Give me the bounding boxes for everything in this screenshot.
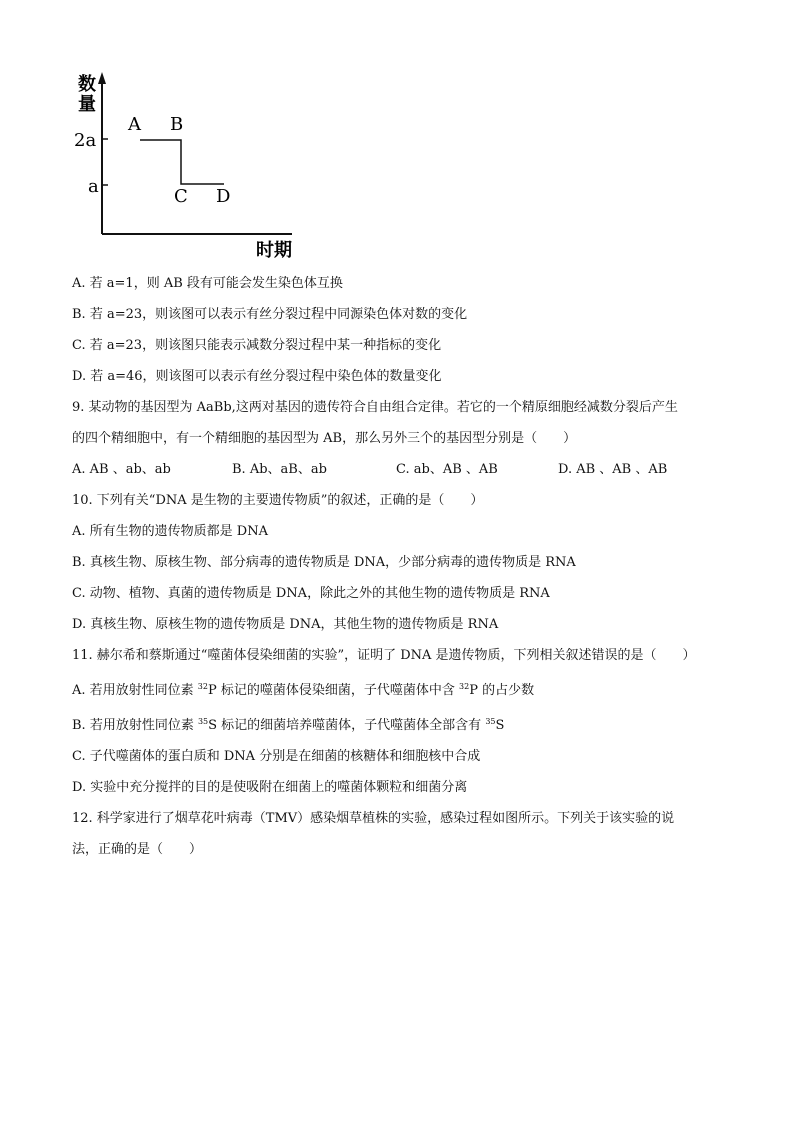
q11-option-a-text: A. 若用放射性同位素 — [72, 683, 198, 698]
y-label-line1: 数 — [78, 74, 96, 95]
q11-option-d: D. 实验中充分搅拌的目的是使吸附在细菌上的噬菌体颗粒和细菌分离 — [72, 780, 468, 795]
q9-option-c: C. ab、AB 、AB — [396, 462, 498, 477]
q9-stem-line2: 的四个精细胞中，有一个精细胞的基因型为 AB，那么另外三个的基因型分别是（ ） — [72, 431, 577, 446]
y-tick-low-label: a — [88, 176, 99, 197]
q9-options — [72, 460, 722, 480]
q11-option-b — [72, 712, 722, 736]
q12-stem-line1: 12. 科学家进行了烟草花叶病毒（TMV）感染烟草植株的实验，感染过程如图所示。下列关于该实验的说 — [72, 811, 675, 826]
q9-option-b: B. Ab、aB、ab — [232, 462, 327, 477]
y-axis-arrow-icon — [98, 72, 106, 84]
q9-option-d: D. AB 、AB 、AB — [558, 462, 668, 477]
q10-option-b: B. 真核生物、原核生物、部分病毒的遗传物质是 DNA，少部分病毒的遗传物质是 RNA — [72, 555, 576, 570]
q9-stem-line1: 9. 某动物的基因型为 AaBb,这两对基因的遗传符合自由组合定律。若它的一个精原细胞经减数分裂后产生 — [72, 400, 678, 415]
point-b-label: B — [170, 114, 184, 135]
point-d-label: D — [216, 186, 231, 207]
point-c-label: C — [174, 186, 188, 207]
q8-option-b: B. 若 a=23，则该图可以表示有丝分裂过程中同源染色体对数的变化 — [72, 307, 468, 322]
q11-option-b-text: B. 若用放射性同位素 — [72, 718, 198, 733]
q10-option-d: D. 真核生物、原核生物的遗传物质是 DNA，其他生物的遗传物质是 RNA — [72, 617, 499, 632]
q10-stem: 10. 下列有关“DNA 是生物的主要遗传物质”的叙述，正确的是（ ） — [72, 493, 484, 508]
q11-option-a — [72, 677, 722, 701]
q12-stem-line2: 法，正确的是（ ） — [72, 842, 203, 857]
step-curve — [140, 140, 224, 184]
y-label-line2: 量 — [78, 94, 96, 115]
graph-svg — [60, 68, 320, 268]
q8-option-c: C. 若 a=23，则该图只能表示减数分裂过程中某一种指标的变化 — [72, 338, 442, 353]
q11-option-b-text: S 标记的细菌培养噬菌体，子代噬菌体全部含有 — [208, 718, 486, 733]
q9-option-a: A. AB 、ab、ab — [72, 462, 171, 477]
q11-stem: 11. 赫尔希和蔡斯通过“噬菌体侵染细菌的实验”，证明了 DNA 是遗传物质，下列相关叙述错误的是（ ） — [72, 648, 696, 663]
quantity-period-graph — [60, 68, 320, 268]
question-content — [72, 274, 722, 871]
q11-option-b-text: S — [495, 718, 505, 733]
q8-option-a: A. 若 a=1，则 AB 段有可能会发生染色体互换 — [72, 276, 343, 291]
isotope-superscript: 35 — [485, 717, 496, 726]
y-tick-high-label: 2a — [74, 130, 97, 151]
point-a-label: A — [128, 114, 141, 135]
x-label: 时期 — [256, 240, 292, 261]
q10-option-c: C. 动物、植物、真菌的遗传物质是 DNA，除此之外的其他生物的遗传物质是 RNA — [72, 586, 550, 601]
q8-option-d: D. 若 a=46，则该图可以表示有丝分裂过程中染色体的数量变化 — [72, 369, 442, 384]
isotope-superscript: 35 — [197, 717, 209, 726]
isotope-superscript: 32 — [197, 682, 208, 691]
q10-option-a: A. 所有生物的遗传物质都是 DNA — [72, 524, 268, 539]
isotope-superscript: 32 — [459, 682, 470, 691]
q11-option-a-text: P 标记的噬菌体侵染细菌，子代噬菌体中含 — [207, 683, 459, 698]
q11-option-a-text: P 的占少数 — [469, 683, 535, 698]
q11-option-c: C. 子代噬菌体的蛋白质和 DNA 分别是在细菌的核糖体和细胞核中合成 — [72, 749, 481, 764]
